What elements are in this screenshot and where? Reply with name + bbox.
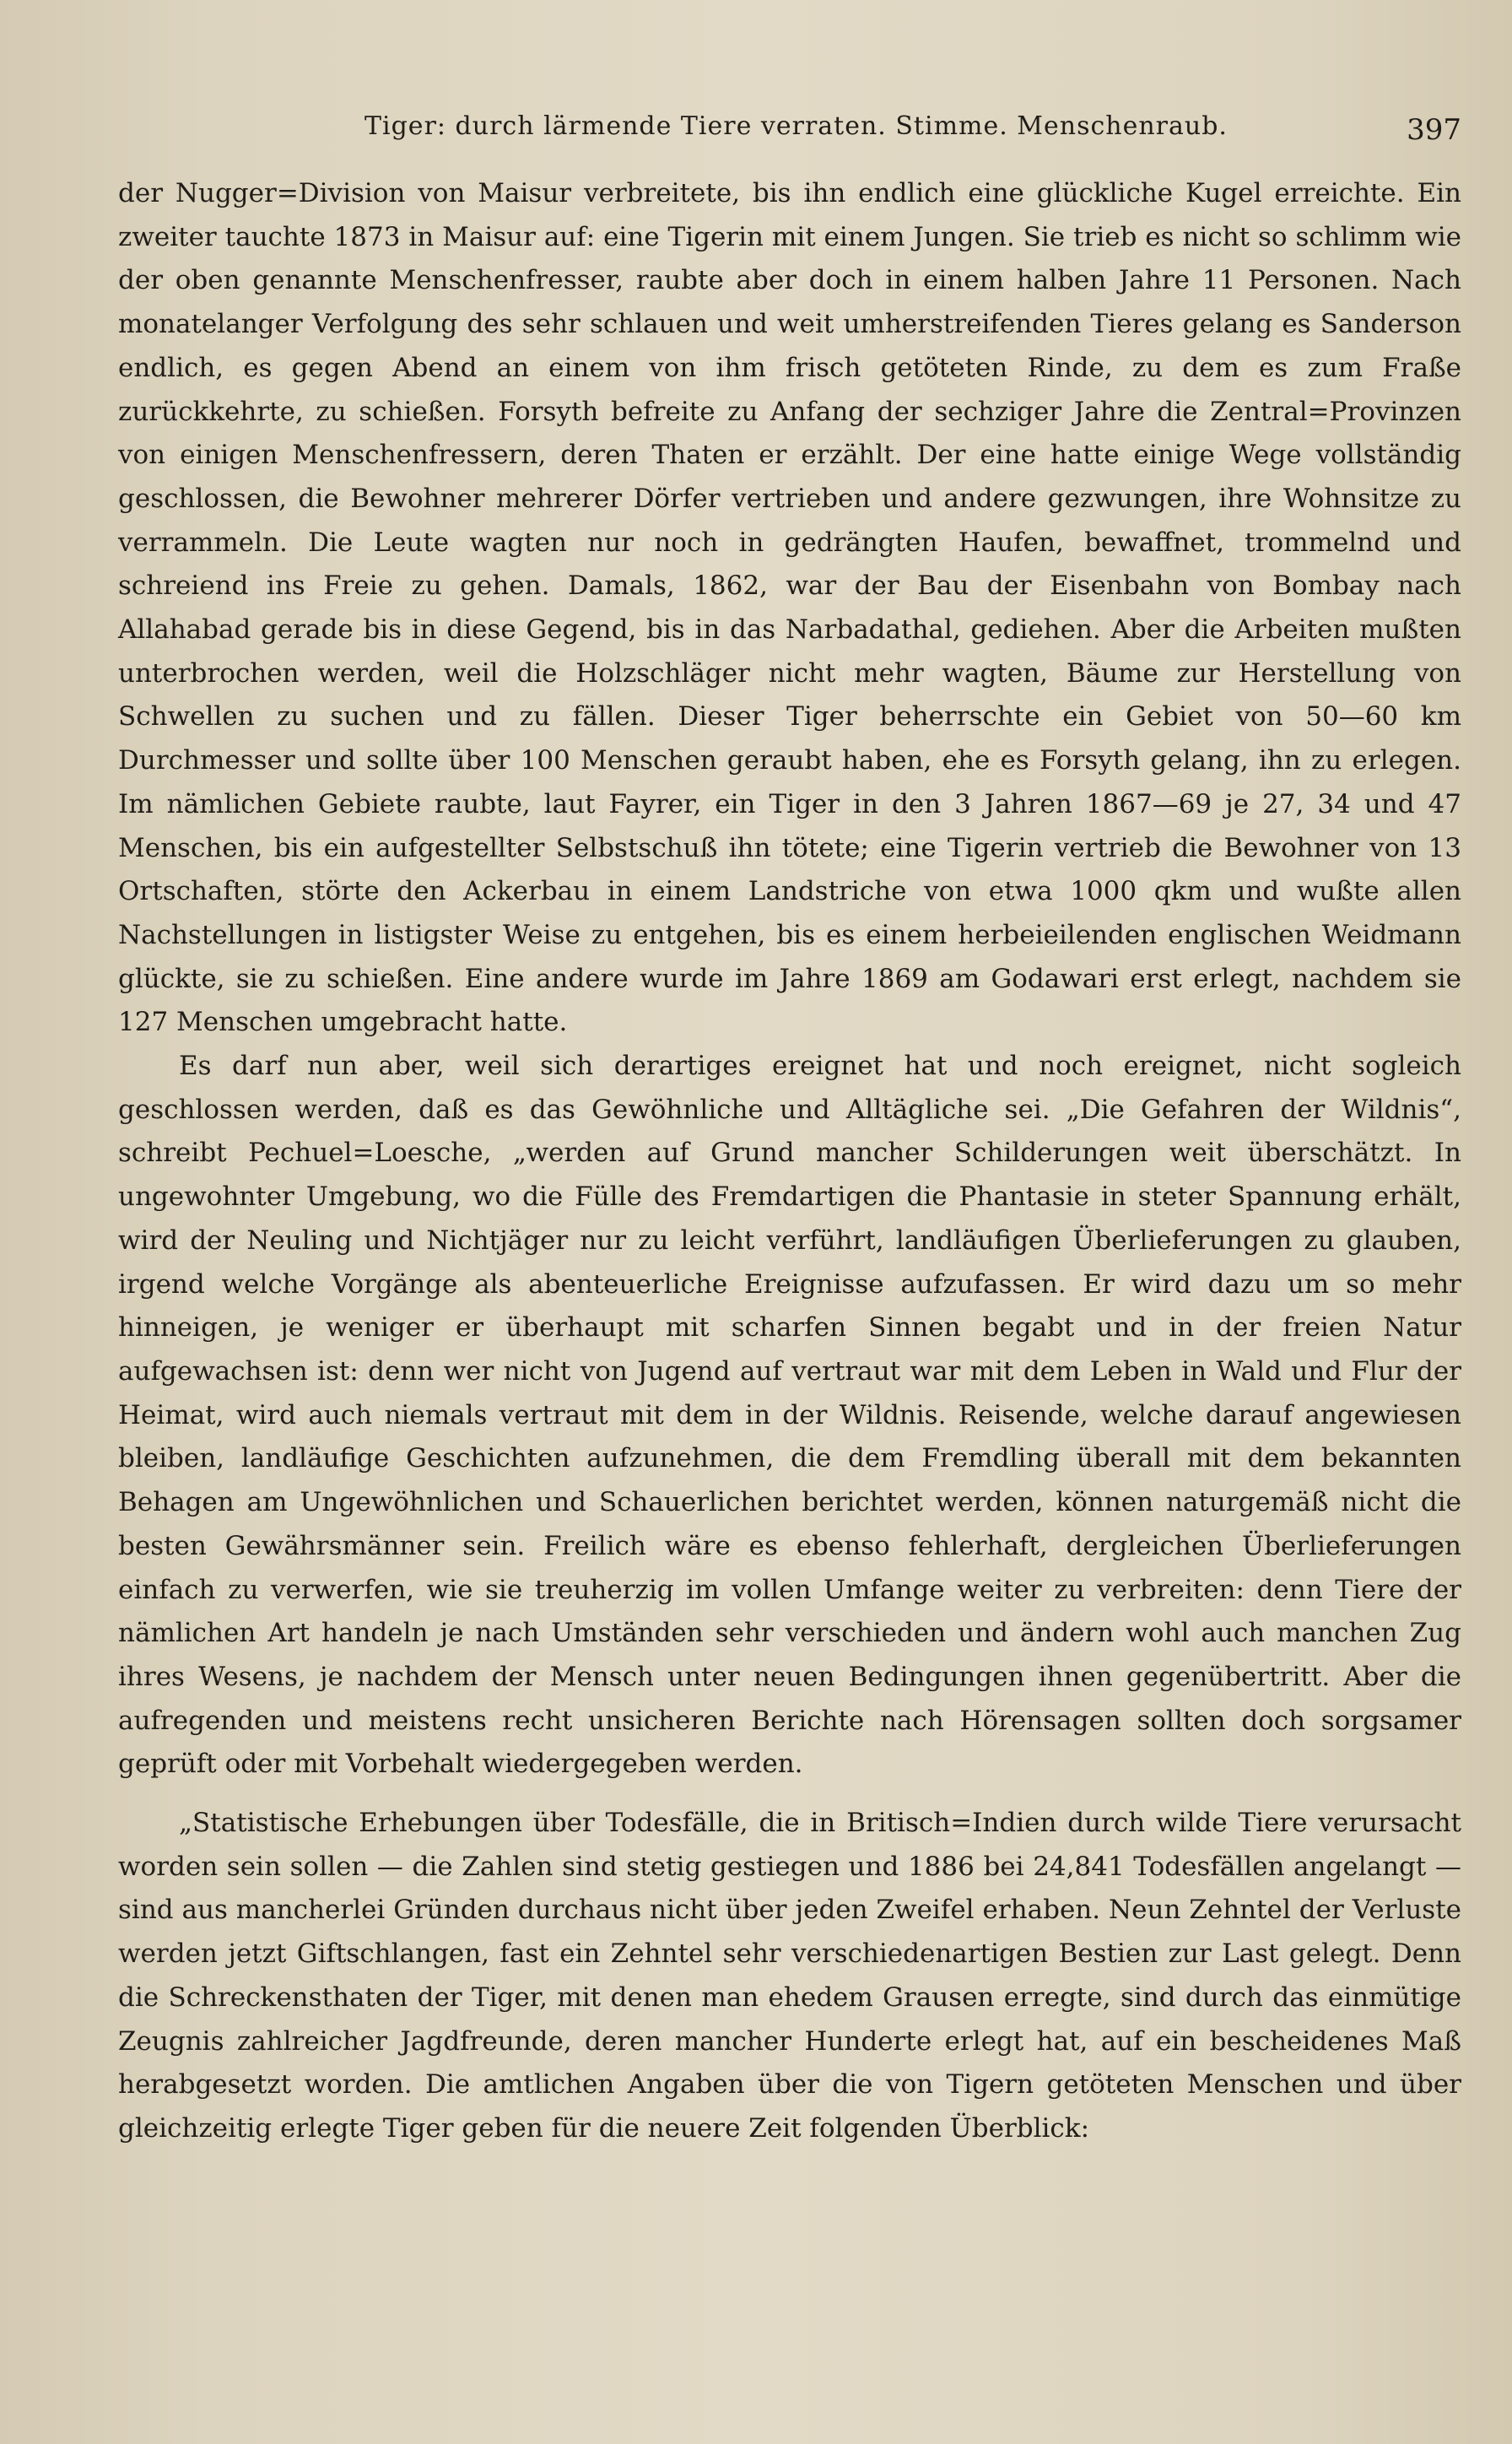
paragraph-1: der Nugger=Division von Maisur verbreitete, bis ihn endlich eine glückliche Kugel erreichte. Ein zweiter tauchte 1873 in Maisur auf: eine Tigerin mit einem Jungen. Sie trieb es nicht so schlimm wie der oben genannte Menschenfresser, raubte aber doch in einem halben Jahre 11 Personen. Nach monatelanger Verfolgung des sehr schlauen und weit umherstreifenden Tieres gelang es Sanderson endlich, es gegen Abend an einem von ihm frisch getöteten Rinde, zu dem es zum Fraße zurückkehrte, zu schießen. Forsyth befreite zu Anfang der sechziger Jahre die Zentral=Provinzen von einigen Menschenfressern, deren Thaten er erzählt. Der eine hatte einige Wege vollständig geschlossen, die Bewohner mehrerer Dörfer vertrieben und andere gezwungen, ihre Wohnsitze zu verrammeln. Die Leute wagten nur noch in gedrängten Haufen, bewaffnet, trommelnd und schreiend ins Freie zu gehen. Damals, 1862, war der Bau der Eisenbahn von Bombay nach Allahabad gerade bis in diese Gegend, bis in das Narbadathal, gediehen. Aber die Arbeiten mußten unterbrochen werden, weil die Holzschläger nicht mehr wagten, Bäume zur Herstellung von Schwellen zu suchen und zu fällen. Dieser Tiger beherrschte ein Gebiet von 50—60 km Durchmesser und sollte über 100 Menschen geraubt haben, ehe es Forsyth gelang, ihn zu erlegen. Im nämlichen Gebiete raubte, laut Fayrer, ein Tiger in den 3 Jahren 1867—69 je 27, 34 und 47 Menschen, bis ein aufgestellter Selbstschuß ihn tötete; eine Tigerin vertrieb die Bewohner von 13 Ortschaften, störte den Ackerbau in einem Landstriche von etwa 1000 qkm und wußte allen Nachstellungen in listigster Weise zu entgehen, bis es einem herbeieilenden englischen Weidmann glückte, sie zu schießen. Eine andere wurde im Jahre 1869 am Godawari erst erlegt, nachdem sie 127 Menschen umgebracht hatte. [118,178,1461,1038]
body-text [118,172,1461,2151]
page-number: 397 [1407,113,1461,147]
page-header [118,95,1461,172]
paragraph-2: Es darf nun aber, weil sich derartiges ereignet hat und noch ereignet, nicht sogleich geschlossen werden, daß es das Gewöhnliche und Alltägliche sei. „Die Gefahren der Wildnis“, schreibt Pechuel=Loesche, „werden auf Grund mancher Schilderungen weit überschätzt. In ungewohnter Umgebung, wo die Fülle des Fremdartigen die Phantasie in steter Spannung erhält, wird der Neuling und Nichtjäger nur zu leicht verführt, landläufigen Überlieferungen zu glauben, irgend welche Vorgänge als abenteuerliche Ereignisse aufzufassen. Er wird dazu um so mehr hinneigen, je weniger er überhaupt mit scharfen Sinnen begabt und in der freien Natur aufgewachsen ist: denn wer nicht von Jugend auf vertraut war mit dem Leben in Wald und Flur der Heimat, wird auch niemals vertraut mit dem in der Wildnis. Reisende, welche darauf angewiesen bleiben, landläufige Geschichten aufzunehmen, die dem Fremdling überall mit dem bekannten Behagen am Ungewöhnlichen und Schauerlichen berichtet werden, können naturgemäß nicht die besten Gewährsmänner sein. Freilich wäre es ebenso fehlerhaft, dergleichen Überlieferungen einfach zu verwerfen, wie sie treuherzig im vollen Umfange weiter zu verbreiten: denn Tiere der nämlichen Art handeln je nach Umständen sehr verschieden und ändern wohl auch manchen Zug ihres Wesens, je nachdem der Mensch unter neuen Bedingungen ihnen gegenübertritt. Aber die aufregenden und meistens recht unsicheren Berichte nach Hörensagen sollten doch sorgsamer geprüft oder mit Vorbehalt wiedergegeben werden. [118,1051,1461,1780]
page-content [118,95,1461,2151]
paragraph-3: „Statistische Erhebungen über Todesfälle, die in Britisch=Indien durch wilde Tiere verursacht worden sein sollen — die Zahlen sind stetig gestiegen und 1886 bei 24,841 Todesfällen angelangt — sind aus mancherlei Gründen durchaus nicht über jeden Zweifel erhaben. Neun Zehntel der Verluste werden jetzt Giftschlangen, fast ein Zehntel sehr verschiedenartigen Bestien zur Last gelegt. Denn die Schreckensthaten der Tiger, mit denen man ehedem Grausen erregte, sind durch das einmütige Zeugnis zahlreicher Jagdfreunde, deren mancher Hunderte erlegt hat, auf ein bescheidenes Maß herabgesetzt worden. Die amtlichen Angaben über die von Tigern getöteten Menschen und über gleichzeitig erlegte Tiger geben für die neuere Zeit folgenden Überblick: [118,1808,1461,2144]
running-head: Tiger: durch lärmende Tiere verraten. Stimme. Menschenraub. [364,111,1228,141]
